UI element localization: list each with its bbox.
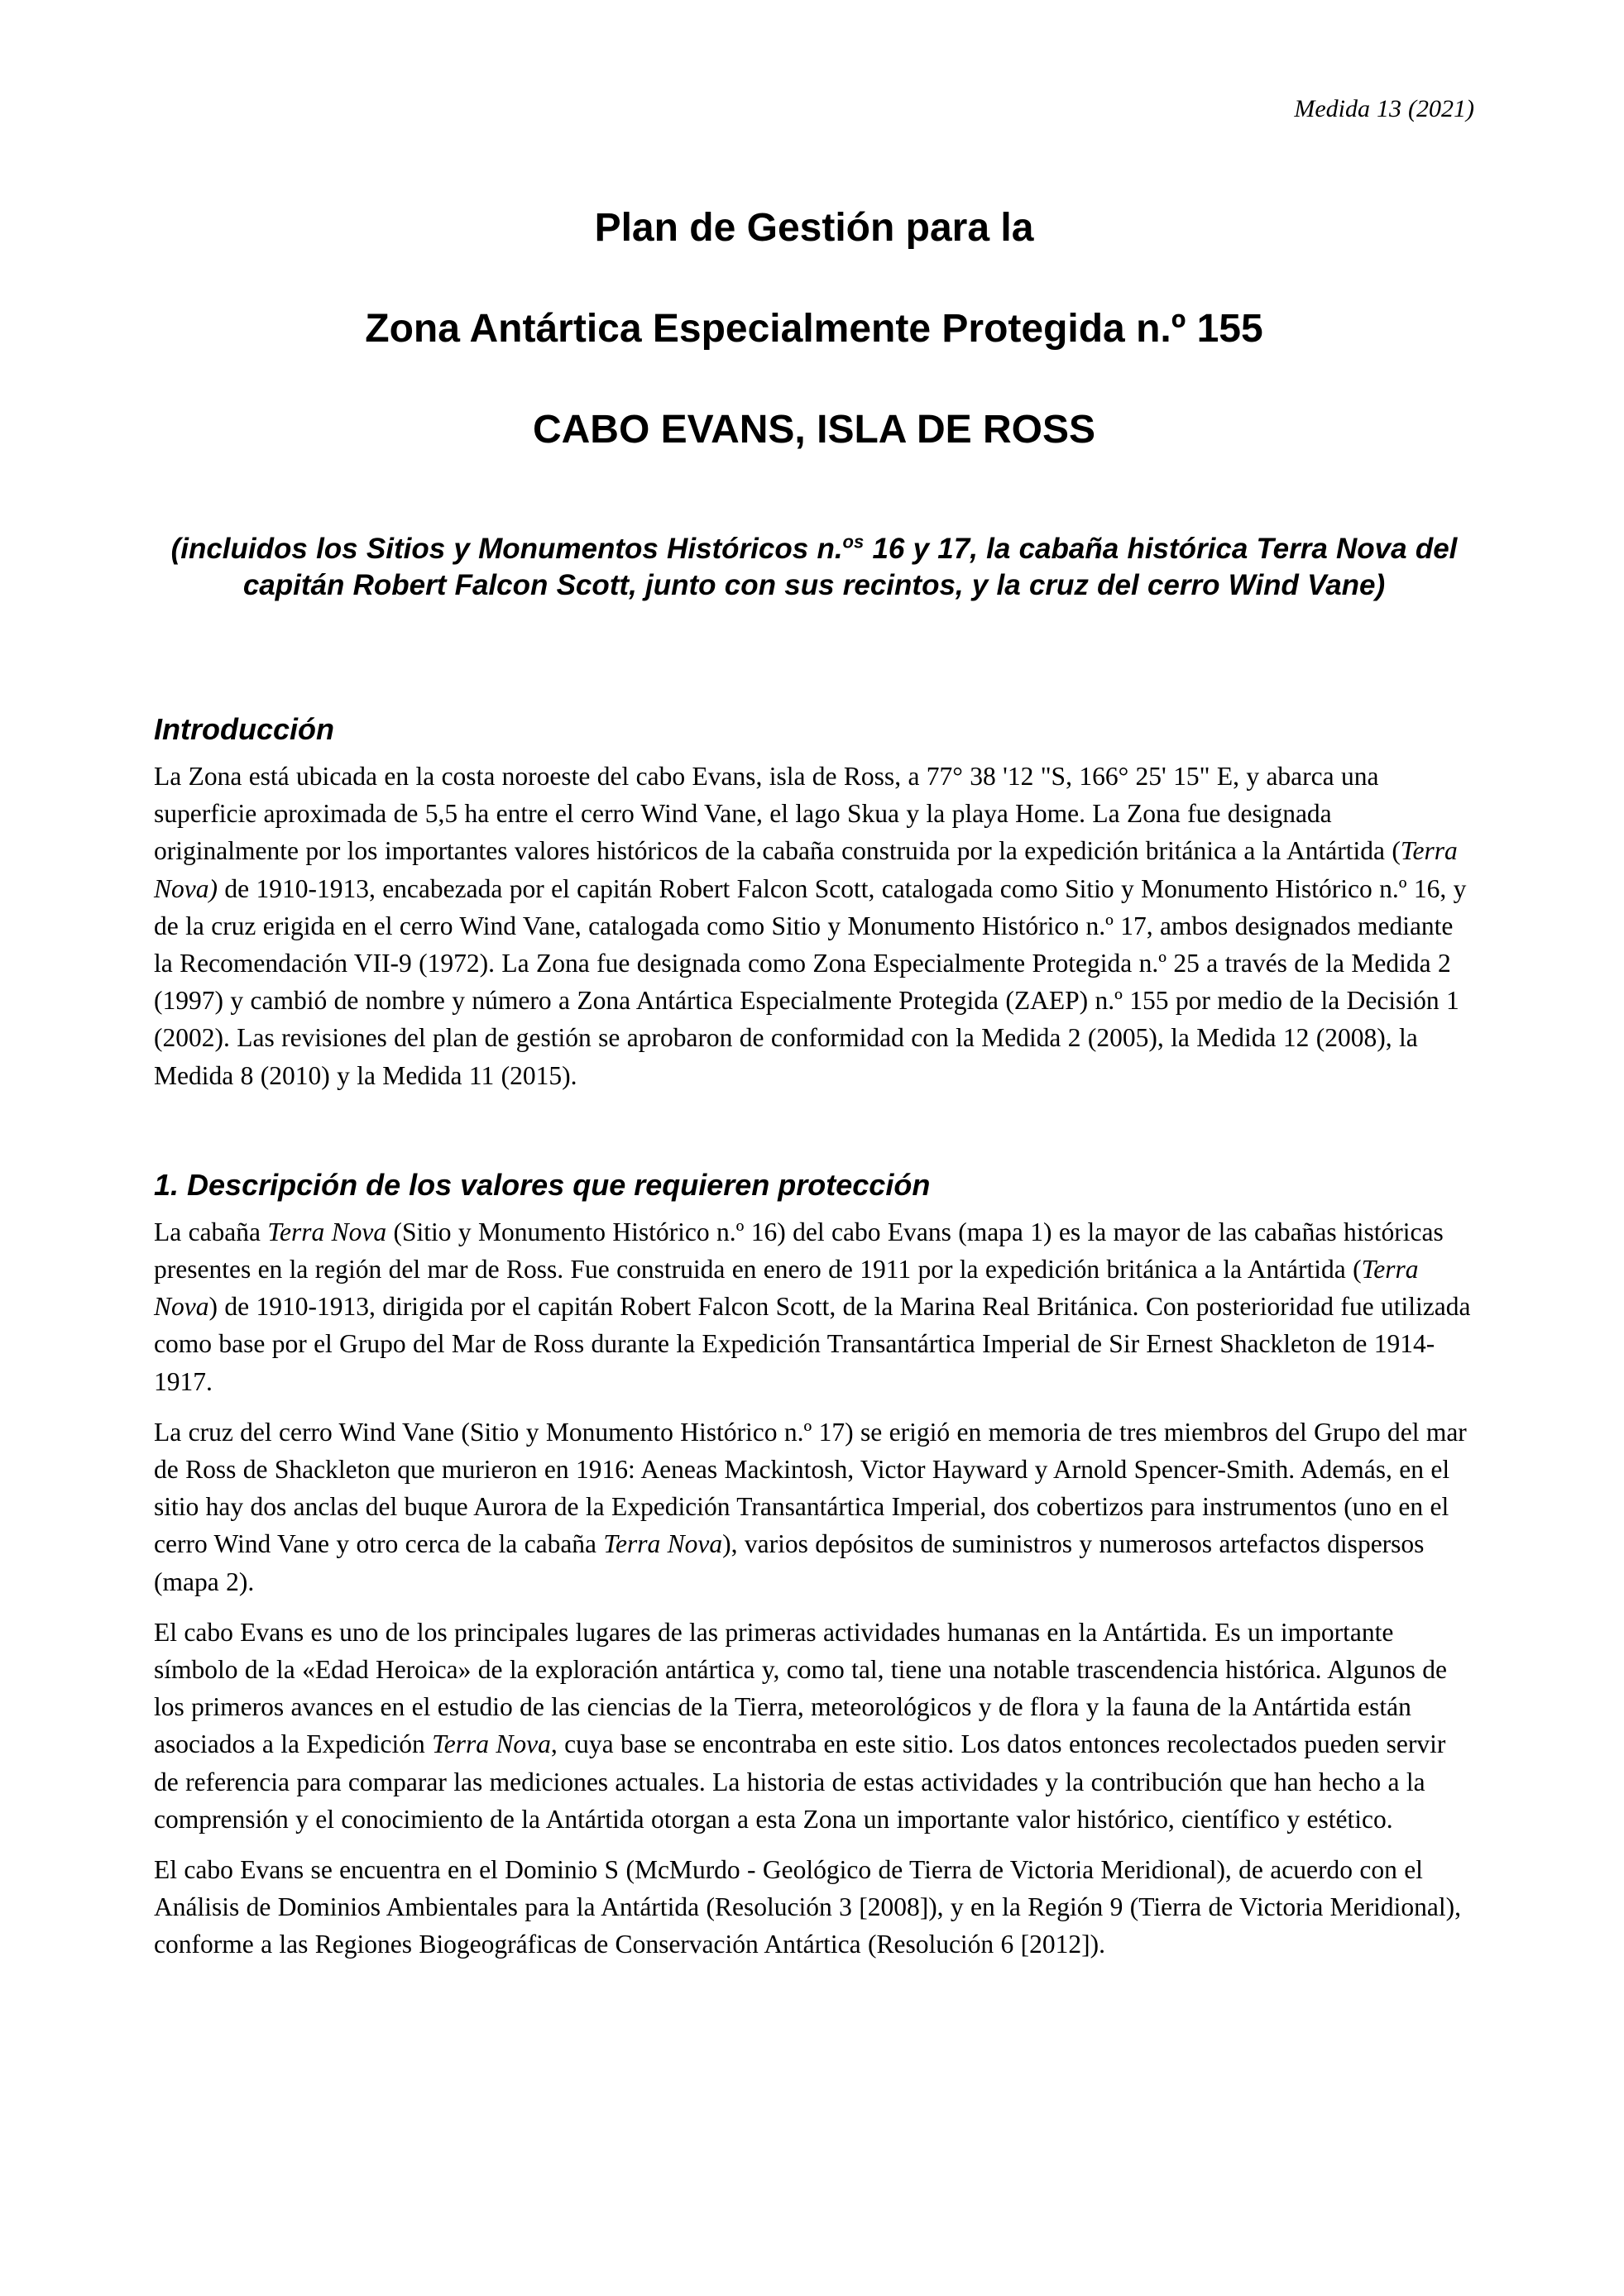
s1p1-italic-a: Terra Nova: [267, 1217, 387, 1246]
subtitle-text-end: 16 y 17, la cabaña histórica Terra Nova del capitán Robert Falcon Scott, junto con sus recintos, y la cruz del cerro Wind Vane): [242, 533, 1458, 601]
s1p1-text-a: La cabaña: [154, 1217, 268, 1246]
document-body: [154, 711, 1474, 1977]
s1p1-italic-b: Terra Nova: [154, 1255, 1419, 1322]
section-1-paragraph-3: [154, 1614, 1474, 1838]
s1p2-text-b: ), varios depósitos de suministros y numerosos artefactos dispersos (mapa 2).: [154, 1529, 1425, 1596]
intro-text-a: La Zona está ubicada en la costa noroeste del cabo Evans, isla de Ross, a 77° 38 '12 "S, 166° 25' 15" E, y abarca una superficie aproximada de 5,5 ha entre el cerro Wind Vane, el lago Skua y la playa Home. La Zona fue designada originalmente por los importantes valores históricos de la cabaña construida por la expedición británica a la Antártida (: [154, 762, 1401, 866]
s1p1-text-c: ) de 1910-1913, dirigida por el capitán Robert Falcon Scott, de la Marina Real Británica. Con posterioridad fue utilizada como base por el Grupo del Mar de Ross durante la Expedición Transantártica Imperial de Sir Ernest Shackleton de 1914-1917.: [154, 1292, 1471, 1396]
subtitle-superscript: os: [842, 531, 865, 552]
intro-italic: Terra Nova): [154, 836, 1458, 903]
s1p1-text-b: (Sitio y Monumento Histórico n.º 16) del cabo Evans (mapa 1) es la mayor de las cabañas históricas presentes en la región del mar de Ross. Fue construida en enero de 1911 por la expedición británica a la Antártida (: [154, 1217, 1444, 1284]
title-block: [154, 205, 1474, 508]
title-line-3: CABO EVANS, ISLA DE ROSS: [532, 408, 1096, 452]
section-1-paragraph-1: [154, 1213, 1474, 1400]
subtitle-text-start: (incluidos los Sitios y Monumentos Históricos n.: [170, 533, 843, 565]
s1p3-text-b: , cuya base se encontraba en este sitio. Los datos entonces recolectados pueden servir de referencia para comparar las mediciones actuales. La historia de estas actividades y la contribución que han hecho a la comprensión y el conocimiento de la Antártida otorgan a esta Zona un importante valor histórico, científico y estético.: [154, 1729, 1446, 1834]
title-line-2: Zona Antártica Especialmente Protegida n.º 155: [365, 307, 1263, 351]
subtitle: [154, 531, 1474, 604]
section-1-paragraph-4: El cabo Evans se encuentra en el Dominio S (McMurdo - Geológico de Tierra de Victoria Meridional), de acuerdo con el Análisis de Dominios Ambientales para la Antártida (Resolución 3 [2008]), y en la Región 9 (Tierra de Victoria Meridional), conforme a las Regiones Biogeográficas de Conservación Antártica (Resolución 6 [2012]).: [154, 1855, 1462, 1959]
s1p2-italic: Terra Nova: [603, 1529, 723, 1559]
s1p2-text-a: La cruz del cerro Wind Vane (Sitio y Monumento Histórico n.º 17) se erigió en memoria de tres miembros del Grupo del mar de Ross de Shackleton que murieron en 1916: Aeneas Mackintosh, Victor Hayward y Arnold Spencer-Smith. Además, en el sitio hay dos anclas del buque Aurora de la Expedición Transantártica Imperial, dos cobertizos para instrumentos (uno en el cerro Wind Vane y otro cerca de la cabaña: [154, 1417, 1467, 1559]
introduction-paragraph: [154, 758, 1474, 1094]
introduction-heading: Introducción: [154, 712, 334, 746]
title-line-1: Plan de Gestión para la: [594, 206, 1034, 250]
intro-text-b: de 1910-1913, encabezada por el capitán Robert Falcon Scott, catalogada como Sitio y Monumento Histórico n.º 16, y de la cruz erigida en el cerro Wind Vane, catalogada como Sitio y Monumento Histórico n.º 17, ambos designados mediante la Recomendación VII-9 (1972). La Zona fue designada como Zona Especialmente Protegida n.º 25 a través de la Medida 2 (1997) y cambió de nombre y número a Zona Antártica Especialmente Protegida (ZAEP) n.º 155 por medio de la Decisión 1 (2002). Las revisiones del plan de gestión se aprobaron de conformidad con la Medida 2 (2005), la Medida 12 (2008), la Medida 8 (2010) y la Medida 11 (2015).: [154, 873, 1467, 1090]
section-1-heading: 1. Descripción de los valores que requieren protección: [154, 1167, 931, 1202]
document-reference: Medida 13 (2021): [1294, 95, 1474, 122]
s1p3-italic: Terra Nova: [432, 1729, 551, 1759]
section-1-paragraph-2: [154, 1413, 1474, 1600]
s1p3-text-a: El cabo Evans es uno de los principales lugares de las primeras actividades humanas en la Antártida. Es un importante símbolo de la «Edad Heroica» de la exploración antártica y, como tal, tiene una notable trascendencia histórica. Algunos de los primeros avances en el estudio de las ciencias de la Tierra, meteorológicos y de flora y la fauna de la Antártida están asociados a la Expedición: [154, 1617, 1448, 1759]
